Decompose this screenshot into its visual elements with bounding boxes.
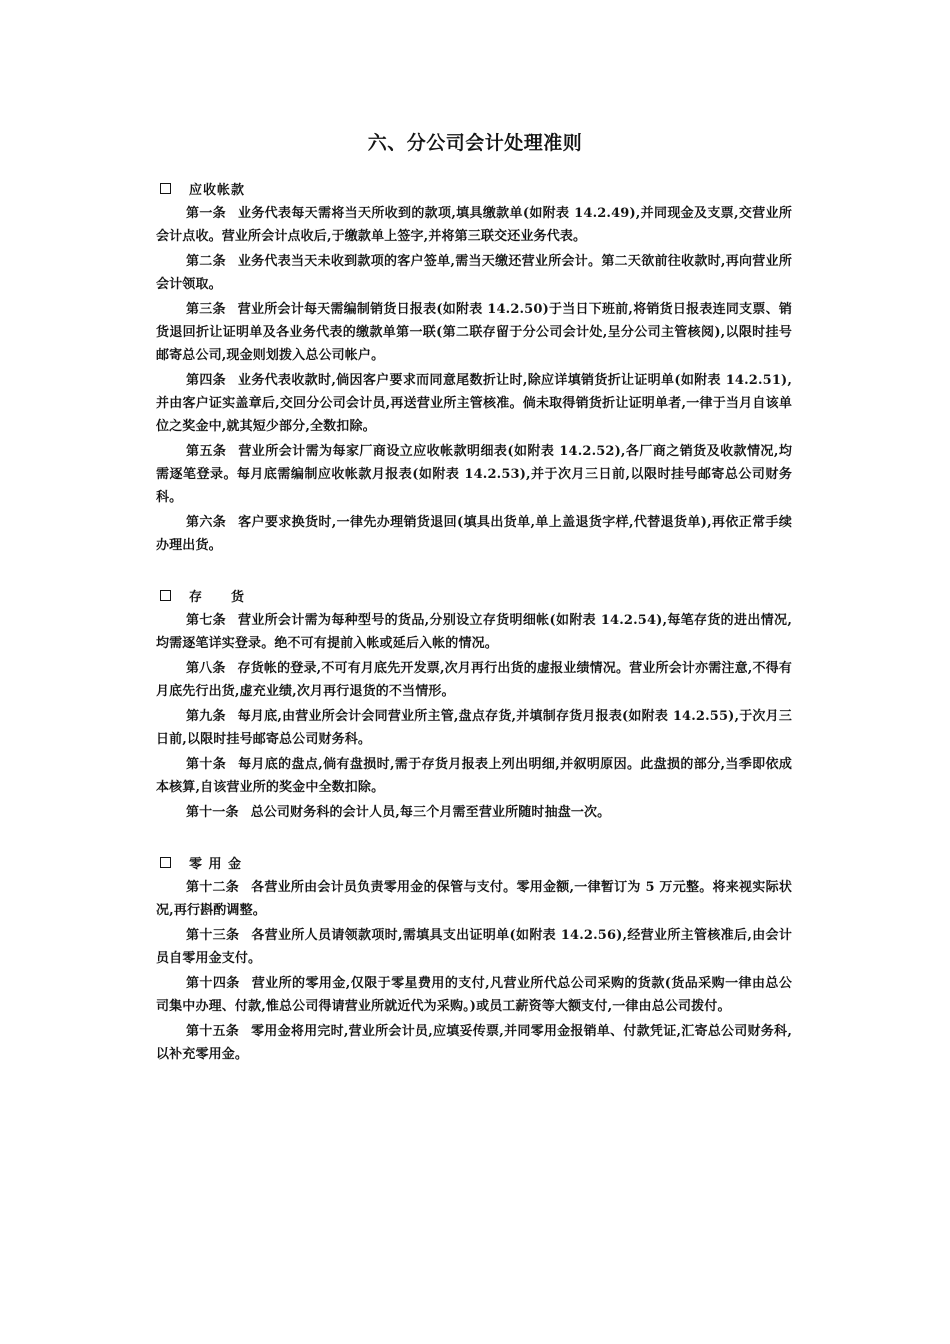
article-number: 第十一条 <box>186 805 239 820</box>
article-5 <box>156 440 792 509</box>
article-number: 第一条 <box>186 206 226 221</box>
article-1 <box>156 202 792 248</box>
article-text: 存货帐的登录,不可有月底先开发票,次月再行出货的虚报业绩情况。营业所会计亦需注意,不得有月底先行出货,虚充业绩,次月再行退货的不当情形。 <box>156 661 792 699</box>
article-text: 各营业所由会计员负责零用金的保管与支付。零用金额,一律暂订为 5 万元整。将来视实际状况,再行斟酌调整。 <box>156 880 792 918</box>
section-heading <box>156 850 792 874</box>
article-4 <box>156 369 792 438</box>
article-number: 第二条 <box>186 254 226 269</box>
checkbox-square-icon <box>160 590 171 601</box>
article-number: 第十四条 <box>186 976 240 991</box>
section-heading <box>156 176 792 200</box>
article-number: 第六条 <box>186 515 227 530</box>
article-11 <box>156 801 792 824</box>
article-text: 业务代表每天需将当天所收到的款项,填具缴款单(如附表 14.2.49),并同现金及支票,交营业所会计点收。营业所会计点收后,于缴款单上签字,并将第三联交还业务代表。 <box>156 206 792 244</box>
article-10 <box>156 753 792 799</box>
article-3 <box>156 298 792 367</box>
article-9 <box>156 705 792 751</box>
article-14 <box>156 972 792 1018</box>
article-number: 第十五条 <box>186 1024 240 1039</box>
section-heading <box>156 583 792 607</box>
article-text: 每月底的盘点,倘有盘损时,需于存货月报表上列出明细,并叙明原因。此盘损的部分,当季即依成本核算,自该营业所的奖金中全数扣除。 <box>156 757 792 795</box>
section-label: 应收帐款 <box>189 182 246 198</box>
section-label: 存 货 <box>189 589 246 605</box>
article-number: 第七条 <box>186 613 226 628</box>
article-text: 业务代表当天未收到款项的客户签单,需当天缴还营业所会计。第二天欲前往收款时,再向营业所会计领取。 <box>156 254 792 292</box>
section-petty-cash <box>156 850 792 1066</box>
article-text: 零用金将用完时,营业所会计员,应填妥传票,并同零用金报销单、付款凭证,汇寄总公司财务科,以补充零用金。 <box>156 1024 792 1062</box>
checkbox-square-icon <box>160 857 171 868</box>
article-text: 各营业所人员请领款项时,需填具支出证明单(如附表 14.2.56),经营业所主管核准后,由会计员自零用金支付。 <box>156 928 793 966</box>
section-accounts-receivable <box>156 176 792 557</box>
article-text: 营业所会计需为每种型号的货品,分别设立存货明细帐(如附表 14.2.54),每笔存货的进出情况,均需逐笔详实登录。绝不可有提前入帐或延后入帐的情况。 <box>156 613 792 651</box>
article-2 <box>156 250 792 296</box>
checkbox-square-icon <box>160 183 171 194</box>
article-15 <box>156 1020 792 1066</box>
section-label: 零 用 金 <box>189 856 243 872</box>
article-13 <box>156 924 792 970</box>
article-number: 第五条 <box>186 444 227 459</box>
document-body <box>156 176 792 1068</box>
article-number: 第三条 <box>186 302 226 317</box>
article-6 <box>156 511 792 557</box>
article-text: 总公司财务科的会计人员,每三个月需至营业所随时抽盘一次。 <box>250 805 611 820</box>
article-text: 营业所会计需为每家厂商设立应收帐款明细表(如附表 14.2.52),各厂商之销货及收款情况,均需逐笔登录。每月底需编制应收帐款月报表(如附表 14.2.53),并于次月三日前,以限时挂号邮寄总公司财务科。 <box>156 444 792 505</box>
article-number: 第九条 <box>186 709 226 724</box>
article-text: 营业所的零用金,仅限于零星费用的支付,凡营业所代总公司采购的货款(货品采购一律由总公司集中办理、付款,惟总公司得请营业所就近代为采购。)或员工薪资等大额支付,一律由总公司拨付。 <box>156 976 792 1014</box>
page-title: 六、分公司会计处理准则 <box>367 132 583 154</box>
article-number: 第十二条 <box>186 880 240 895</box>
article-text: 业务代表收款时,倘因客户要求而同意尾数折让时,除应详填销货折让证明单(如附表 14.2.51),并由客户证实盖章后,交回分公司会计员,再送营业所主管核准。倘未取得销货折让证明单者,一律于当月自该单位之奖金中,就其短少部分,全数扣除。 <box>156 373 792 434</box>
article-text: 客户要求换货时,一律先办理销货退回(填具出货单,单上盖退货字样,代替退货单),再依正常手续办理出货。 <box>156 515 793 553</box>
article-7 <box>156 609 792 655</box>
article-text: 每月底,由营业所会计会同营业所主管,盘点存货,并填制存货月报表(如附表 14.2.55),于次月三日前,以限时挂号邮寄总公司财务科。 <box>156 709 793 747</box>
section-inventory <box>156 583 792 824</box>
article-number: 第八条 <box>186 661 226 676</box>
article-number: 第四条 <box>186 373 226 388</box>
article-8 <box>156 657 792 703</box>
article-12 <box>156 876 792 922</box>
article-number: 第十条 <box>186 757 227 772</box>
article-text: 营业所会计每天需编制销货日报表(如附表 14.2.50)于当日下班前,将销货日报表连同支票、销货退回折让证明单及各业务代表的缴款单第一联(第二联存留于分公司会计处,呈分公司主管核阅),以限时挂号邮寄总公司,现金则划拨入总公司帐户。 <box>156 302 793 363</box>
article-number: 第十三条 <box>186 928 240 943</box>
